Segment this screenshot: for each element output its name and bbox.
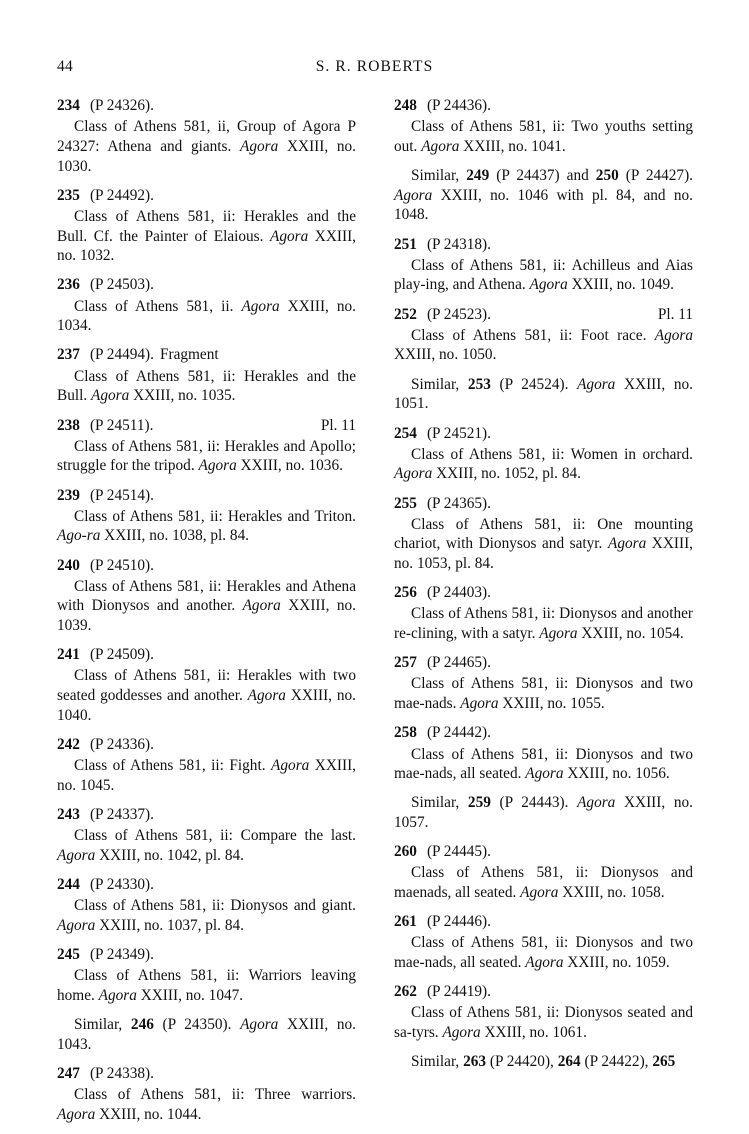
catalog-entry xyxy=(394,235,693,296)
text-run: XXIII, no. 1057. xyxy=(394,794,693,832)
entry-description xyxy=(57,297,356,336)
page-header xyxy=(0,58,749,78)
entry-header xyxy=(394,235,693,255)
entry-header xyxy=(394,424,693,444)
entry-description xyxy=(57,966,356,1005)
entry-header xyxy=(394,653,693,673)
entry-number: 258 xyxy=(394,724,417,742)
text-run: Class of Athens 581, ii: Dionysos seated and sa-tyrs. xyxy=(394,1004,693,1042)
entry-description xyxy=(394,674,693,713)
entry-description xyxy=(394,863,693,902)
inventory-number: (P 24494). xyxy=(89,346,154,364)
catalog-entry xyxy=(57,805,356,866)
entry-number: 239 xyxy=(57,486,80,504)
catalog-entry xyxy=(57,645,356,725)
entry-number: 242 xyxy=(57,736,80,753)
text-run: Class of Athens 581, ii: Two youths setting out. xyxy=(394,118,693,155)
italic-title: Agora xyxy=(394,465,433,483)
inventory-number: (P 24337). xyxy=(89,806,154,824)
catalog-entry xyxy=(394,842,693,903)
entry-description xyxy=(394,117,693,156)
text-run: Class of Athens 581, ii: Dionysos and maenads, all seated. xyxy=(394,864,693,902)
entry-number: 236 xyxy=(57,276,80,294)
entry-header xyxy=(57,556,356,576)
entry-description xyxy=(394,604,693,643)
text-run: Class of Athens 581, ii: Women in orchard. xyxy=(411,445,693,463)
entry-description xyxy=(394,1003,693,1042)
text-run: Class of Athens 581, ii, Group of Agora P 24327: Athena and giants. xyxy=(57,118,356,155)
entry-number: 245 xyxy=(57,946,80,964)
text-run: Class of Athens 581, ii: Herakles and Athena with Dionysos and another. xyxy=(57,577,356,615)
similar-note xyxy=(57,1015,356,1054)
inventory-number: (P 24365). xyxy=(426,494,491,512)
folio-number: 44 xyxy=(57,58,73,75)
entry-description xyxy=(57,896,356,935)
catalog-entry xyxy=(57,486,356,547)
text-run: XXIII, no. 1053, pl. 84. xyxy=(394,535,693,573)
entry-header xyxy=(394,305,693,325)
text-run: XXIII, no. 1054. xyxy=(577,625,684,643)
text-run: XXIII, no. 1056. xyxy=(563,765,670,783)
text-run: XXIII, no. 1061. xyxy=(480,1024,587,1042)
entry-header xyxy=(394,842,693,862)
entry-number: 241 xyxy=(57,646,80,664)
inventory-number: (P 24511). xyxy=(89,416,154,434)
text-run: Class of Athens 581, ii. xyxy=(74,297,242,315)
italic-title: Agora xyxy=(242,597,281,615)
italic-title: Agora xyxy=(98,986,137,1004)
italic-title: Agora xyxy=(529,276,568,294)
entry-header xyxy=(394,494,693,514)
italic-title: Agora xyxy=(240,137,279,155)
catalog-entry xyxy=(394,96,693,157)
text-run: XXIII, no. 1032. xyxy=(57,227,356,265)
italic-title: Agora xyxy=(57,846,96,864)
similar-note xyxy=(394,166,693,225)
catalog-entry xyxy=(57,735,356,796)
entry-header xyxy=(57,1064,356,1084)
italic-title: Agora xyxy=(539,625,578,643)
entry-number: 261 xyxy=(394,913,417,931)
inventory-number: (P 24509). xyxy=(89,646,154,664)
italic-title: Agora xyxy=(241,297,280,315)
entry-description xyxy=(57,437,356,476)
inventory-number: (P 24318). xyxy=(426,235,491,253)
text-run: (P 24443). xyxy=(490,794,578,812)
inventory-number: (P 24326). xyxy=(89,97,154,114)
similar-note xyxy=(394,1052,693,1072)
entry-number: 262 xyxy=(394,983,417,1001)
entry-header xyxy=(57,186,356,206)
text-run: XXIII, no. 1049. xyxy=(567,276,674,294)
catalog-number-ref: 250 xyxy=(595,167,619,185)
catalog-number-ref: 249 xyxy=(466,167,490,185)
catalog-number-ref: 246 xyxy=(130,1016,154,1034)
italic-title: Agora xyxy=(57,1105,96,1123)
inventory-number: (P 24445). xyxy=(426,843,491,861)
text-run: Class of Athens 581, ii: Dionysos and two mae-nads. xyxy=(394,675,693,713)
catalog-entry xyxy=(57,875,356,936)
italic-title: Agora xyxy=(240,1016,279,1034)
inventory-number: (P 24442). xyxy=(426,724,491,742)
text-run: XXIII, no. 1036. xyxy=(236,457,343,475)
entry-header xyxy=(394,96,693,116)
text-run: XXIII, no. 1042, pl. 84. xyxy=(95,846,244,864)
text-run: Class of Athens 581, ii: Herakles with two seated goddesses and another. xyxy=(57,667,356,705)
inventory-number: (P 24503). xyxy=(89,276,154,294)
entry-number: 240 xyxy=(57,556,80,574)
text-run: XXIII, no. 1045. xyxy=(57,757,356,794)
catalog-number-ref: 259 xyxy=(467,794,491,812)
entry-header xyxy=(394,912,693,932)
entry-number: 237 xyxy=(57,346,80,364)
italic-title: Agora xyxy=(394,186,433,204)
text-run: Class of Athens 581, ii: Compare the last. xyxy=(74,827,356,845)
text-run: Class of Athens 581, ii: Dionysos and another re-clining, with a satyr. xyxy=(394,605,693,643)
inventory-number: (P 24521). xyxy=(426,424,491,442)
text-run: Class of Athens 581, ii: Three warriors. xyxy=(74,1086,356,1104)
inventory-number: (P 24523). xyxy=(426,305,491,323)
entry-number: 260 xyxy=(394,843,417,861)
catalog-entry xyxy=(394,305,693,366)
inventory-number: (P 24436). xyxy=(426,97,491,114)
entry-header xyxy=(57,416,356,436)
catalog-entry xyxy=(394,424,693,485)
text-run: Class of Athens 581, ii: Herakles and the Bull. xyxy=(57,367,356,405)
text-run: XXIII, no. 1043. xyxy=(57,1016,356,1053)
entry-number: 248 xyxy=(394,97,417,114)
entry-description xyxy=(57,666,356,725)
italic-title: Agora xyxy=(525,765,564,783)
text-run: (P 24350). xyxy=(153,1016,241,1034)
entry-header xyxy=(57,96,356,116)
catalog-entry xyxy=(394,982,693,1043)
entry-description xyxy=(394,515,693,574)
catalog-entry xyxy=(57,345,356,406)
italic-title: Ago-ra xyxy=(57,527,101,545)
catalog-entry xyxy=(57,945,356,1006)
entry-header xyxy=(394,982,693,1002)
text-run: Class of Athens 581, ii: Herakles and the Bull. Cf. the Painter of Elaious. xyxy=(57,207,356,245)
entry-description xyxy=(57,207,356,266)
text-run: XXIII, no. 1055. xyxy=(498,695,605,713)
text-run: Class of Athens 581, ii: Dionysos and two mae-nads, all seated. xyxy=(394,934,693,972)
text-run: XXIII, no. 1052, pl. 84. xyxy=(432,465,581,483)
plate-reference: Pl. 11 xyxy=(657,305,693,323)
entry-description xyxy=(394,256,693,295)
inventory-number: (P 24336). xyxy=(89,736,154,753)
entry-number: 257 xyxy=(394,654,417,672)
column-left xyxy=(57,96,356,1134)
text-run: XXIII, no. 1037, pl. 84. xyxy=(95,916,244,934)
catalog-entry xyxy=(394,583,693,644)
text-run: XXIII, no. 1035. xyxy=(129,387,236,405)
text-run: Similar, xyxy=(411,375,468,393)
text-run: Similar, xyxy=(74,1016,131,1034)
italic-title: Agora xyxy=(270,227,309,245)
fragment-note: Fragment xyxy=(159,346,219,364)
text-run: (P 24427). xyxy=(618,167,693,185)
text-run: Class of Athens 581, ii: Fight. xyxy=(74,757,272,775)
text-run: (P 24437) and xyxy=(489,167,596,185)
text-run: XXIII, no. 1030. xyxy=(57,137,356,175)
italic-title: Agora xyxy=(57,916,96,934)
entry-header xyxy=(57,486,356,506)
italic-title: Agora xyxy=(421,137,460,155)
plate-reference: Pl. 11 xyxy=(320,416,356,434)
entry-number: 252 xyxy=(394,305,417,323)
text-run: XXIII, no. 1047. xyxy=(136,986,244,1004)
catalog-entry xyxy=(57,556,356,636)
italic-title: Agora xyxy=(577,794,616,812)
italic-title: Agora xyxy=(520,884,559,902)
entry-description xyxy=(57,507,356,546)
inventory-number: (P 24465). xyxy=(426,654,491,672)
entry-number: 255 xyxy=(394,494,417,512)
text-run: Class of Athens 581, ii: Achilleus and Aias play-ing, and Athena. xyxy=(394,256,693,294)
inventory-number: (P 24419). xyxy=(426,983,491,1001)
entry-description xyxy=(57,577,356,636)
inventory-number: (P 24514). xyxy=(89,486,154,504)
text-run: XXIII, no. 1041. xyxy=(459,137,566,155)
italic-title: Agora xyxy=(271,757,310,775)
entry-description xyxy=(57,117,356,176)
entry-number: 244 xyxy=(57,876,80,894)
catalog-number-ref: 253 xyxy=(467,375,491,393)
inventory-number: (P 24338). xyxy=(89,1065,154,1082)
catalog-entry xyxy=(57,1064,356,1125)
text-run: (P 24524). xyxy=(490,375,578,393)
text-run: XXIII, no. 1051. xyxy=(394,375,693,413)
italic-title: Agora xyxy=(198,457,237,475)
text-run: (P 24422), xyxy=(580,1053,653,1071)
similar-note xyxy=(394,793,693,832)
entry-header xyxy=(394,583,693,603)
text-run: XXIII, no. 1046 with pl. 84, and no. 1048. xyxy=(394,186,693,224)
entry-number: 256 xyxy=(394,584,417,602)
entry-number: 234 xyxy=(57,97,80,114)
entry-header xyxy=(57,645,356,665)
entry-header xyxy=(57,735,356,755)
entry-number: 238 xyxy=(57,416,80,434)
text-run: Class of Athens 581, ii: Herakles and Triton. xyxy=(74,507,356,525)
running-title: S. R. ROBERTS xyxy=(315,58,434,75)
text-run: XXIII, no. 1038, pl. 84. xyxy=(100,527,250,545)
inventory-number: (P 24330). xyxy=(89,876,154,894)
entry-description xyxy=(394,745,693,784)
entry-header xyxy=(57,805,356,825)
text-run: XXIII, no. 1039. xyxy=(57,597,356,635)
inventory-number: (P 24446). xyxy=(426,913,491,931)
italic-title: Agora xyxy=(442,1024,481,1042)
catalog-entry xyxy=(394,494,693,574)
catalog-number-ref: 263 xyxy=(463,1053,487,1071)
italic-title: Agora xyxy=(91,387,130,405)
entry-header xyxy=(57,875,356,895)
entry-description xyxy=(57,756,356,795)
entry-description xyxy=(394,326,693,365)
text-columns xyxy=(57,96,693,1134)
text-run: Class of Athens 581, ii: Dionysos and two mae-nads, all seated. xyxy=(394,745,693,783)
italic-title: Agora xyxy=(460,695,499,713)
italic-title: Agora xyxy=(247,687,286,705)
text-run: XXIII, no. 1059. xyxy=(563,954,670,972)
inventory-number: (P 24510). xyxy=(89,556,154,574)
entry-header xyxy=(57,345,356,365)
text-run: XXIII, no. 1058. xyxy=(558,884,665,902)
text-run: Similar, xyxy=(411,794,468,812)
inventory-number: (P 24492). xyxy=(89,186,154,204)
text-run: Class of Athens 581, ii: Warriors leaving home. xyxy=(57,967,356,1004)
text-run: Similar, xyxy=(411,1053,464,1071)
text-run: XXIII, no. 1050. xyxy=(394,346,497,364)
catalog-number-ref: 264 xyxy=(557,1053,581,1071)
similar-note xyxy=(394,375,693,414)
catalog-entry xyxy=(57,96,356,176)
entry-number: 243 xyxy=(57,806,80,824)
catalog-number-ref: 265 xyxy=(652,1053,676,1071)
entry-number: 254 xyxy=(394,424,417,442)
catalog-entry xyxy=(394,653,693,714)
italic-title: Agora xyxy=(525,954,564,972)
text-run: Class of Athens 581, ii: Foot race. xyxy=(411,326,655,344)
text-run: XXIII, no. 1034. xyxy=(57,297,356,335)
entry-header xyxy=(394,723,693,743)
catalog-entry xyxy=(394,912,693,973)
text-run: Similar, xyxy=(411,167,467,185)
text-run: XXIII, no. 1040. xyxy=(57,687,356,724)
catalog-entry xyxy=(394,723,693,784)
text-run: (P 24420), xyxy=(486,1053,558,1071)
entry-description xyxy=(394,933,693,972)
inventory-number: (P 24349). xyxy=(89,946,154,964)
catalog-entry xyxy=(57,186,356,266)
italic-title: Agora xyxy=(577,375,616,393)
entry-number: 247 xyxy=(57,1065,80,1082)
entry-number: 251 xyxy=(394,235,417,253)
inventory-number: (P 24403). xyxy=(426,584,491,602)
column-right xyxy=(394,96,693,1134)
entry-description xyxy=(57,826,356,865)
text-run: Class of Athens 581, ii: Dionysos and giant. xyxy=(74,897,356,915)
text-run: Class of Athens 581, ii: One mounting chariot, with Dionysos and satyr. xyxy=(394,515,693,553)
catalog-entry xyxy=(57,275,356,336)
entry-description xyxy=(57,1085,356,1124)
entry-number: 235 xyxy=(57,186,80,204)
italic-title: Agora xyxy=(654,326,693,344)
entry-header xyxy=(57,945,356,965)
text-run: Class of Athens 581, ii: Herakles and Apollo; struggle for the tripod. xyxy=(57,437,356,475)
catalog-entry xyxy=(57,416,356,477)
italic-title: Agora xyxy=(607,535,647,553)
entry-description xyxy=(394,445,693,484)
entry-description xyxy=(57,367,356,406)
entry-header xyxy=(57,275,356,295)
text-run: XXIII, no. 1044. xyxy=(95,1105,202,1123)
